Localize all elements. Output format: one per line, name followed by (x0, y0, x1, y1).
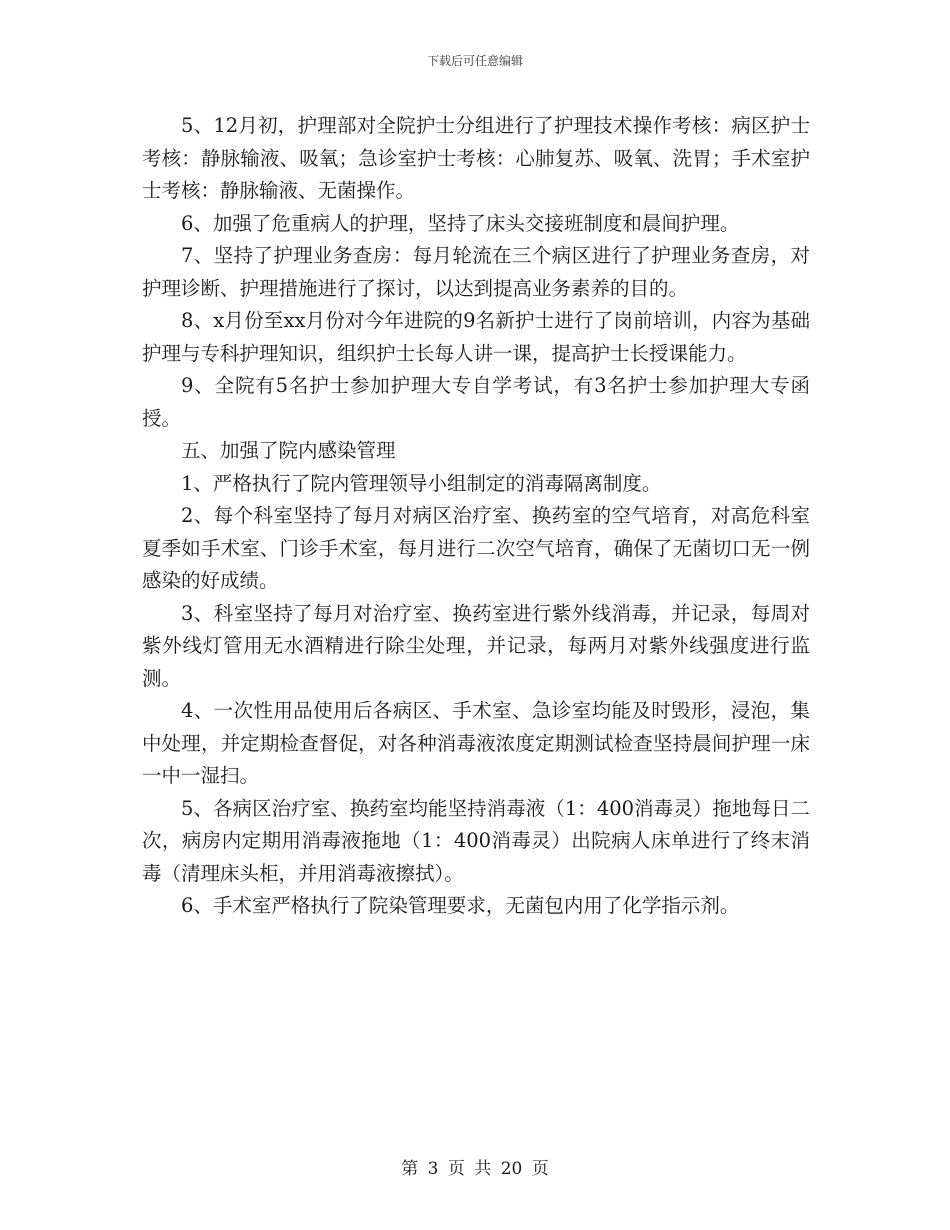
paragraph: 5、各病区治疗室、换药室均能坚持消毒液（1：400消毒灵）拖地每日二次，病房内定期用消毒液拖地（1：400消毒灵）出院病人床单进行了终末消毒（清理床头柜，并用消毒液擦拭）。 (142, 796, 810, 885)
paragraph: 8、x月份至xx月份对今年进院的9名新护士进行了岗前培训，内容为基础护理与专科护理知识，组织护士长每人讲一课，提高护士长授课能力。 (142, 309, 810, 365)
section-heading: 五、加强了院内感染管理 (181, 439, 396, 462)
paragraph: 4、一次性用品使用后各病区、手术室、急诊室均能及时毁形，浸泡，集中处理，并定期检查督促，对各种消毒液浓度定期测试检查坚持晨间护理一床一中一湿扫。 (142, 699, 810, 787)
paragraph: 1、严格执行了院内管理领导小组制定的消毒隔离制度。 (181, 471, 662, 495)
paragraph: 6、加强了危重病人的护理，坚持了床头交接班制度和晨间护理。 (181, 211, 740, 235)
paragraph: 7、坚持了护理业务查房：每月轮流在三个病区进行了护理业务查房，对护理诊断、护理措施进行了探讨，以达到提高业务素养的目的。 (142, 244, 810, 300)
paragraph: 2、每个科室坚持了每月对病区治疗室、换药室的空气培育，对高危科室夏季如手术室、门诊手术室，每月进行二次空气培育，确保了无菌切口无一例感染的好成绩。 (142, 504, 810, 592)
page-header: 下载后可任意编辑 (426, 54, 523, 68)
page-number: 第 3 页 共 20 页 (401, 1159, 549, 1179)
paragraph: 6、手术室严格执行了院染管理要求，无菌包内用了化学指示剂。 (181, 894, 740, 917)
paragraph: 5、12月初，护理部对全院护士分组进行了护理技术操作考核：病区护士考核：静脉输液、吸氧；急诊室护士考核：心肺复苏、吸氧、洗胃；手术室护士考核：静脉输液、无菌操作。 (142, 114, 810, 202)
document-body (142, 110, 810, 923)
paragraph: 3、科室坚持了每月对治疗室、换药室进行紫外线消毒，并记录，每周对紫外线灯管用无水酒精进行除尘处理，并记录，每两月对紫外线强度进行监测。 (142, 601, 810, 690)
paragraph: 9、全院有5名护士参加护理大专自学考试，有3名护士参加护理大专函授。 (142, 374, 810, 430)
